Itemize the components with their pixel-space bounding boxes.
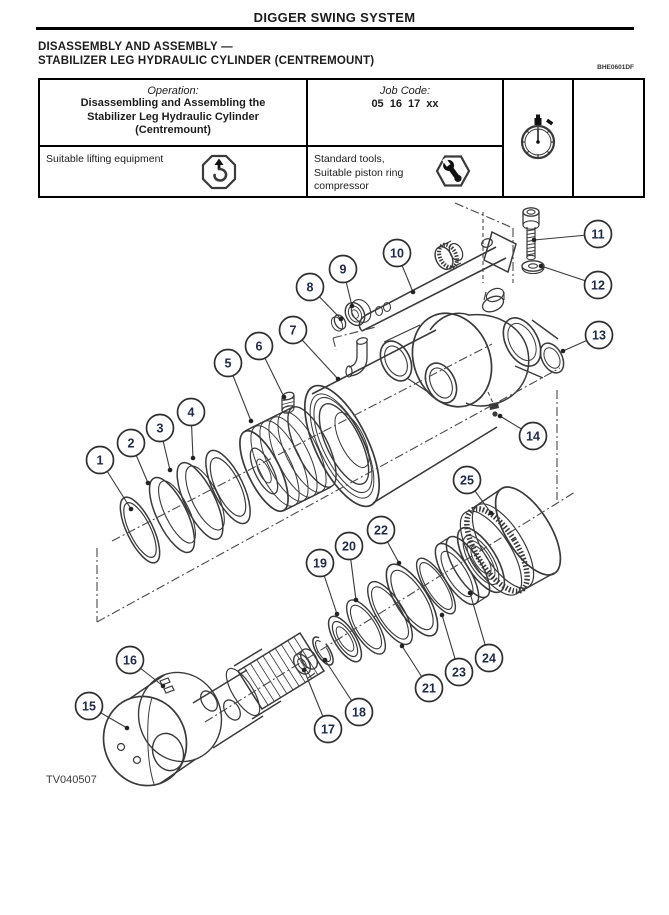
balloon-15 [76,693,130,731]
svg-text:8: 8 [306,280,314,295]
balloon-14 [498,414,547,450]
balloon-19 [307,550,340,617]
svg-text:4: 4 [187,405,195,420]
balloon-6 [246,333,287,400]
operation-label: Operation: [147,85,199,97]
operation-line: Stabilizer Leg Hydraulic Cylinder [87,110,259,123]
svg-text:25: 25 [460,473,474,488]
cap-screw [523,208,539,260]
balloon-10 [384,240,416,295]
operation-line: (Centremount) [135,124,211,136]
svg-text:5: 5 [224,356,232,371]
svg-text:13: 13 [592,328,606,343]
svg-text:19: 19 [313,556,327,571]
operation-line: Disassembling and Assembling the [80,97,266,109]
svg-text:21: 21 [422,681,436,696]
tools-line: Standard tools, [314,153,385,165]
svg-text:23: 23 [452,665,466,680]
port-boss [496,312,569,378]
svg-text:20: 20 [342,539,356,554]
tools-line: compressor [314,180,369,192]
svg-text:24: 24 [482,651,496,666]
doc-reference-code: BHE0601DF [597,64,634,71]
grease-fitting [488,392,499,417]
figure-reference-code: TV040507 [46,774,97,786]
svg-text:12: 12 [591,278,605,293]
svg-text:9: 9 [339,262,347,277]
svg-text:1: 1 [96,453,104,468]
svg-text:15: 15 [82,699,96,714]
balloon-12 [539,264,612,299]
balloon-5 [215,350,254,424]
svg-text:14: 14 [526,429,540,444]
balloon-16 [117,647,166,689]
balloon-3 [147,415,174,473]
svg-text:18: 18 [352,705,366,720]
job-code-label: Job Code: [379,85,431,97]
svg-text:11: 11 [591,227,605,242]
job-code-value: 05 16 17 xx [371,98,439,110]
tools-line: Suitable piston ring [314,166,404,179]
svg-text:22: 22 [374,523,388,538]
balloon-23 [440,613,473,686]
balloon-13 [561,322,613,354]
svg-text:16: 16 [123,653,137,668]
balloon-17 [302,668,342,743]
svg-text:6: 6 [255,339,263,354]
balloon-20 [336,533,363,603]
svg-text:2: 2 [127,436,135,451]
section-title-line1: DISASSEMBLY AND ASSEMBLY — [38,41,233,53]
piston-seal-rings [113,444,259,568]
balloon-7 [280,317,341,382]
balloon-22 [368,517,402,566]
balloon-2 [118,430,151,486]
page-title: DIGGER SWING SYSTEM [253,10,416,25]
svg-text:3: 3 [156,421,164,436]
balloon-4 [178,399,205,461]
balloon-24 [468,591,503,672]
balloon-21 [400,644,443,702]
gland-group [449,477,574,604]
section-title-line2: STABILIZER LEG HYDRAULIC CYLINDER (CENTREMOUNT) [38,54,375,67]
svg-text:17: 17 [321,722,335,737]
equipment-text: Suitable lifting equipment [46,153,164,165]
svg-text:7: 7 [289,323,297,338]
svg-text:10: 10 [390,246,404,261]
balloon-11 [532,221,612,248]
cylinder-body-group [290,286,569,517]
balloon-9 [330,256,357,309]
